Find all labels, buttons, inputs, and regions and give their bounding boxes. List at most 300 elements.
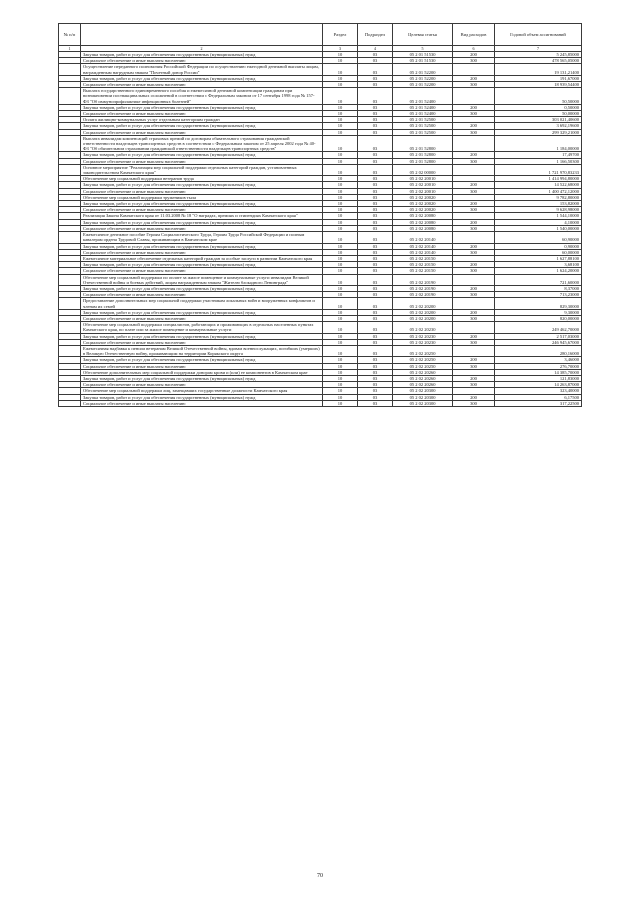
row-amount-cell: 299 329,21000 [495,129,582,135]
row-podrazdel-cell: 03 [358,268,393,274]
row-target-cell: 05 2 02 20080 [393,225,453,231]
row-podrazdel-cell: 03 [358,339,393,345]
row-podrazdel-cell: 03 [358,82,393,88]
row-amount-cell: 276,70000 [495,363,582,369]
row-amount-cell: 1 166,50300 [495,158,582,164]
row-podrazdel-cell: 03 [358,225,393,231]
row-target-cell: 05 2 02 20200 [393,298,453,309]
row-amount-cell: 323,40000 [495,388,582,394]
header-razdel: Раздел [323,24,358,46]
row-target-cell: 05 2 02 20080 [393,219,453,225]
header-name [81,24,323,46]
row-podrazdel-cell: 03 [358,176,393,182]
row-razdel-cell: 10 [323,182,358,188]
row-vid-cell: 300 [453,207,495,213]
row-target-cell: 05 2 02 20140 [393,232,453,243]
row-razdel-cell: 10 [323,333,358,339]
row-razdel-cell: 10 [323,213,358,219]
row-vid-cell: 300 [453,268,495,274]
row-vid-cell: 300 [453,382,495,388]
header-vid: Вид расходов [453,24,495,46]
row-vid-cell: 200 [453,182,495,188]
row-num-cell [59,322,81,333]
row-razdel-cell: 10 [323,339,358,345]
row-podrazdel-cell: 03 [358,52,393,58]
row-vid-cell: 300 [453,400,495,406]
row-amount-cell: 1 184,00000 [495,135,582,152]
row-vid-cell: 200 [453,152,495,158]
row-podrazdel-cell: 03 [358,207,393,213]
row-podrazdel-cell: 03 [358,104,393,110]
column-number: 6 [453,46,495,52]
row-amount-cell: 1 414 994,80000 [495,176,582,182]
header-target: Целевая статья [393,24,453,46]
row-name-cell: Закупка товаров, работ и услуг для обеспечения государственных (муниципальных) нужд [81,182,323,188]
row-podrazdel-cell: 03 [358,274,393,285]
column-number: 4 [358,46,393,52]
row-amount-cell: 1 624,20000 [495,268,582,274]
row-vid-cell [453,322,495,333]
row-num-cell [59,345,81,356]
row-name-cell: Обеспечение дополнительных мер социальной поддержки донорам крови и (или) ее компонентов в Камчатском крае [81,369,323,375]
row-target-cell: 05 2 02 20010 [393,182,453,188]
row-target-cell: 05 2 01 52400 [393,111,453,117]
row-vid-cell: 200 [453,201,495,207]
row-amount-cell: 121,83000 [495,375,582,381]
row-amount-cell: 9 782,80000 [495,194,582,200]
row-name-cell: Ежемесячная надбавка к пенсии ветеранам Великой Отечественной войны, вдовам военнослужащих, погибших (умерших) в Великую Отечественную войну, проживающим на территории Корякского округа [81,345,323,356]
row-target-cell: 05 2 01 52400 [393,88,453,105]
row-podrazdel-cell: 03 [358,400,393,406]
row-target-cell: 05 2 02 20150 [393,262,453,268]
row-target-cell: 05 2 02 20080 [393,213,453,219]
row-name-cell: Закупка товаров, работ и услуг для обеспечения государственных (муниципальных) нужд [81,152,323,158]
row-name-cell: Социальное обеспечение и иные выплаты населению [81,225,323,231]
row-name-cell: Закупка товаров, работ и услуг для обеспечения государственных (муниципальных) нужд [81,285,323,291]
budget-table [58,23,582,407]
column-number: 2 [81,46,323,52]
row-podrazdel-cell: 03 [358,201,393,207]
row-name-cell: Обеспечение мер социальной поддержки лиц, замещавших государственные должности Камчатского края [81,388,323,394]
row-podrazdel-cell: 03 [358,75,393,81]
row-razdel-cell: 10 [323,135,358,152]
header-podrazdel: Подраздел [358,24,393,46]
row-name-cell: Социальное обеспечение и иные выплаты населению [81,82,323,88]
row-vid-cell [453,345,495,356]
row-amount-cell: 721,60000 [495,274,582,285]
row-num-cell [59,164,81,175]
row-amount-cell: 1 544,10000 [495,213,582,219]
row-amount-cell: 19 131,21400 [495,64,582,75]
row-name-cell: Социальное обеспечение и иные выплаты населению [81,158,323,164]
column-number: 3 [323,46,358,52]
row-num-cell [59,298,81,309]
table-body [59,52,582,407]
row-podrazdel-cell: 03 [358,64,393,75]
row-vid-cell: 200 [453,262,495,268]
row-name-cell: Закупка товаров, работ и услуг для обеспечения государственных (муниципальных) нужд [81,219,323,225]
row-target-cell: 05 2 02 20250 [393,345,453,356]
row-name-cell: Закупка товаров, работ и услуг для обеспечения государственных (муниципальных) нужд [81,333,323,339]
header-num: № п/п [59,24,81,46]
row-target-cell: 05 2 01 52400 [393,104,453,110]
row-amount-cell: 17,49700 [495,152,582,158]
row-podrazdel-cell: 03 [358,249,393,255]
row-amount-cell: 0,50000 [495,104,582,110]
row-razdel-cell: 10 [323,176,358,182]
row-razdel-cell: 10 [323,255,358,261]
row-vid-cell: 200 [453,394,495,400]
column-number: 7 [495,46,582,52]
row-amount-cell: 6,17500 [495,394,582,400]
row-podrazdel-cell: 03 [358,111,393,117]
row-razdel-cell: 10 [323,52,358,58]
row-target-cell: 05 2 02 20150 [393,255,453,261]
row-target-cell: 05 2 01 52800 [393,152,453,158]
row-amount-cell: 18 939,54400 [495,82,582,88]
row-name-cell: Обеспечение мер социальной поддержки по оплате за жилое помещение и коммунальные услуги инвалидам Великой Отечественной войны и боевых действий, лицам награжденным знаком "Жителю блокадного Ленинграда" [81,274,323,285]
row-podrazdel-cell: 03 [358,194,393,200]
row-target-cell: 05 2 02 20230 [393,333,453,339]
row-razdel-cell: 10 [323,117,358,123]
row-vid-cell [453,135,495,152]
row-target-cell: 05 2 02 20010 [393,188,453,194]
row-amount-cell: 1 627,88100 [495,255,582,261]
row-razdel-cell: 10 [323,268,358,274]
budget-table-sheet [58,23,581,407]
row-vid-cell: 300 [453,225,495,231]
row-podrazdel-cell: 03 [358,58,393,64]
row-target-cell: 05 2 02 20200 [393,315,453,321]
row-num-cell [59,232,81,243]
row-podrazdel-cell: 03 [358,213,393,219]
row-amount-cell: 3,46000 [495,357,582,363]
row-name-cell: Оплата жилищно-коммунальных услуг отдельным категориям граждан [81,117,323,123]
row-podrazdel-cell: 03 [358,88,393,105]
row-amount-cell: 820,00000 [495,315,582,321]
row-target-cell: 05 2 02 20140 [393,243,453,249]
row-razdel-cell: 10 [323,262,358,268]
row-target-cell: 05 2 02 20010 [393,176,453,182]
row-razdel-cell: 10 [323,219,358,225]
row-name-cell: Закупка товаров, работ и услуг для обеспечения государственных (муниципальных) нужд [81,309,323,315]
row-razdel-cell: 10 [323,249,358,255]
table-row [59,298,582,309]
row-vid-cell [453,298,495,309]
row-vid-cell: 200 [453,219,495,225]
row-razdel-cell: 10 [323,75,358,81]
row-podrazdel-cell: 03 [358,382,393,388]
row-vid-cell: 300 [453,82,495,88]
page-number: 70 [317,873,323,879]
row-vid-cell [453,164,495,175]
row-podrazdel-cell: 03 [358,232,393,243]
row-razdel-cell: 10 [323,201,358,207]
row-razdel-cell: 10 [323,322,358,333]
row-razdel-cell: 10 [323,111,358,117]
row-target-cell: 05 2 02 20190 [393,285,453,291]
table-row [59,88,582,105]
row-amount-cell: 153,82000 [495,201,582,207]
table-row [59,232,582,243]
row-name-cell: Основное мероприятие "Реализация мер социальной поддержки отдельных категорий граждан, установленных законодательством Камчатского края" [81,164,323,175]
row-podrazdel-cell: 03 [358,262,393,268]
table-row [59,400,582,406]
row-name-cell: Социальное обеспечение и иные выплаты населению [81,268,323,274]
row-razdel-cell: 10 [323,164,358,175]
row-amount-cell: 317,22500 [495,400,582,406]
row-num-cell [59,88,81,105]
row-name-cell: Закупка товаров, работ и услуг для обеспечения государственных (муниципальных) нужд [81,201,323,207]
row-target-cell: 05 2 02 20020 [393,207,453,213]
row-podrazdel-cell: 03 [358,243,393,249]
row-vid-cell [453,64,495,75]
row-podrazdel-cell: 03 [358,164,393,175]
row-name-cell: Закупка товаров, работ и услуг для обеспечения государственных (муниципальных) нужд [81,357,323,363]
row-target-cell: 05 2 02 20300 [393,400,453,406]
row-target-cell: 05 2 01 52200 [393,64,453,75]
row-vid-cell: 200 [453,357,495,363]
row-amount-cell: 191,67000 [495,75,582,81]
row-name-cell: Закупка товаров, работ и услуг для обеспечения государственных (муниципальных) нужд [81,375,323,381]
row-name-cell: Социальное обеспечение и иные выплаты населению [81,58,323,64]
row-podrazdel-cell: 03 [358,309,393,315]
row-name-cell: Закупка товаров, работ и услуг для обеспечения государственных (муниципальных) нужд [81,123,323,129]
row-podrazdel-cell: 03 [358,315,393,321]
row-podrazdel-cell: 03 [358,219,393,225]
row-vid-cell: 200 [453,285,495,291]
row-amount-cell: 2 517,03000 [495,333,582,339]
row-podrazdel-cell: 03 [358,333,393,339]
row-target-cell: 05 2 01 52200 [393,75,453,81]
row-podrazdel-cell: 03 [358,357,393,363]
row-name-cell: Социальное обеспечение и иные выплаты населению [81,363,323,369]
row-podrazdel-cell: 03 [358,129,393,135]
row-num-cell [59,400,81,406]
row-amount-cell: 249 462,70000 [495,322,582,333]
row-target-cell: 05 2 02 20190 [393,292,453,298]
row-vid-cell [453,88,495,105]
row-amount-cell: 5 245,85000 [495,52,582,58]
row-razdel-cell: 10 [323,129,358,135]
row-razdel-cell: 10 [323,58,358,64]
row-vid-cell: 300 [453,188,495,194]
column-number: 5 [393,46,453,52]
row-amount-cell: 1 540,00000 [495,225,582,231]
row-razdel-cell: 10 [323,394,358,400]
row-amount-cell: 246 945,67000 [495,339,582,345]
row-name-cell: Обеспечение мер социальной поддержки тружеников тыла [81,194,323,200]
row-amount-cell: 3,68100 [495,262,582,268]
row-amount-cell: 4,10000 [495,219,582,225]
row-name-cell: Социальное обеспечение и иные выплаты населению [81,339,323,345]
row-num-cell [59,274,81,285]
row-podrazdel-cell: 03 [358,152,393,158]
table-header-row [59,24,582,46]
row-name-cell: Социальное обеспечение и иные выплаты населению [81,382,323,388]
row-target-cell: 05 2 02 20250 [393,357,453,363]
row-name-cell: Социальное обеспечение и иные выплаты населению [81,207,323,213]
row-amount-cell: 14 522,68000 [495,182,582,188]
row-vid-cell: 300 [453,363,495,369]
row-razdel-cell: 10 [323,207,358,213]
row-razdel-cell: 10 [323,285,358,291]
row-amount-cell: 14 263,87000 [495,382,582,388]
row-name-cell: Социальное обеспечение и иные выплаты населению [81,249,323,255]
row-amount-cell: 60,00000 [495,249,582,255]
row-vid-cell: 200 [453,123,495,129]
row-target-cell: 05 2 01 51530 [393,58,453,64]
row-amount-cell: 478 565,05000 [495,58,582,64]
row-podrazdel-cell: 03 [358,188,393,194]
row-target-cell: 05 2 02 20260 [393,369,453,375]
row-num-cell [59,64,81,75]
row-vid-cell: 200 [453,375,495,381]
row-vid-cell: 200 [453,333,495,339]
row-name-cell: Социальное обеспечение и иные выплаты населению [81,315,323,321]
row-podrazdel-cell: 03 [358,394,393,400]
row-amount-cell: 303 021,40600 [495,117,582,123]
row-podrazdel-cell: 03 [358,117,393,123]
row-podrazdel-cell: 03 [358,158,393,164]
row-razdel-cell: 10 [323,152,358,158]
row-amount-cell: 3 692,19600 [495,123,582,129]
row-razdel-cell: 10 [323,369,358,375]
row-name-cell: Социальное обеспечение и иные выплаты населению [81,129,323,135]
row-name-cell: Закупка товаров, работ и услуг для обеспечения государственных (муниципальных) нужд [81,104,323,110]
row-target-cell: 05 2 01 52800 [393,158,453,164]
row-vid-cell: 200 [453,52,495,58]
row-vid-cell [453,232,495,243]
row-amount-cell: 829,30000 [495,298,582,309]
row-razdel-cell: 10 [323,232,358,243]
table-row [59,322,582,333]
row-name-cell: Социальное обеспечение и иные выплаты населению [81,111,323,117]
row-name-cell: Ежемесячное материальное обеспечение отдельных категорий граждан за особые заслуги в развитии Камчатского края [81,255,323,261]
row-vid-cell: 200 [453,309,495,315]
row-name-cell: Ежемесячное денежное пособие Героям Социалистического Труда, Героям Труда Российской Федерации и полным кавалерам ордена Трудовой Славы, проживающим в Камчатском крае [81,232,323,243]
row-razdel-cell: 10 [323,375,358,381]
row-target-cell: 05 2 02 20260 [393,375,453,381]
row-name-cell: Обеспечение мер социальной поддержки специалистов, работающих и проживающих в отдельных населенных пунктах Камчатского края, по плате или за жилое помещение и коммунальные услуги [81,322,323,333]
row-target-cell: 05 2 01 51530 [393,52,453,58]
row-target-cell: 05 2 02 20200 [393,309,453,315]
row-vid-cell: 200 [453,243,495,249]
row-podrazdel-cell: 03 [358,292,393,298]
row-target-cell: 05 2 02 20250 [393,363,453,369]
row-razdel-cell: 10 [323,243,358,249]
row-podrazdel-cell: 03 [358,345,393,356]
table-row [59,135,582,152]
row-target-cell: 05 2 02 20150 [393,268,453,274]
row-podrazdel-cell: 03 [358,135,393,152]
row-razdel-cell: 10 [323,382,358,388]
row-num-cell [59,135,81,152]
row-name-cell: Закупка товаров, работ и услуг для обеспечения государственных (муниципальных) нужд [81,394,323,400]
row-razdel-cell: 10 [323,123,358,129]
row-razdel-cell: 10 [323,388,358,394]
table-row [59,274,582,285]
row-amount-cell: 713,23000 [495,292,582,298]
row-name-cell: Выплата государственного единовременного пособия и ежемесячной денежной компенсации гражданам при возникновении поствакцинальных осложнений в соответствии с Федеральным законом от 17 сентября 1998 года № 157-ФЗ "Об иммунопрофилактике инфекционных болезней" [81,88,323,105]
row-amount-cell: 60,90000 [495,232,582,243]
row-amount-cell: 0,90000 [495,243,582,249]
table-row [59,345,582,356]
row-vid-cell: 300 [453,249,495,255]
row-amount-cell: 280,16000 [495,345,582,356]
row-podrazdel-cell: 03 [358,255,393,261]
row-razdel-cell: 10 [323,400,358,406]
row-amount-cell: 9 628,98000 [495,207,582,213]
row-target-cell: 05 2 01 52500 [393,123,453,129]
row-name-cell: Выплата инвалидам компенсаций страховых премий по договорам обязательного страхования гражданской ответственности владельцев транспортных средств в соответствии с Федеральным законом от 25 апреля 2002 года № 40-ФЗ "Об обязательном страховании гражданской ответственности владельцев транспортных средств" [81,135,323,152]
row-amount-cell: 8,37000 [495,285,582,291]
row-podrazdel-cell: 03 [358,285,393,291]
row-razdel-cell: 10 [323,309,358,315]
row-razdel-cell: 10 [323,292,358,298]
row-vid-cell: 300 [453,58,495,64]
row-razdel-cell: 10 [323,345,358,356]
row-vid-cell: 300 [453,129,495,135]
row-razdel-cell: 10 [323,225,358,231]
column-number: 1 [59,46,81,52]
row-name-cell: Обеспечение мер социальной поддержки ветеранов труда [81,176,323,182]
row-razdel-cell: 10 [323,274,358,285]
row-name-cell: Закупка товаров, работ и услуг для обеспечения государственных (муниципальных) нужд [81,243,323,249]
row-razdel-cell: 10 [323,64,358,75]
row-podrazdel-cell: 03 [358,375,393,381]
row-target-cell: 05 2 01 52500 [393,117,453,123]
row-podrazdel-cell: 03 [358,123,393,129]
row-name-cell: Социальное обеспечение и иные выплаты населению [81,188,323,194]
row-podrazdel-cell: 03 [358,182,393,188]
table-row [59,164,582,175]
row-amount-cell: 14 385,70000 [495,369,582,375]
table-row [59,64,582,75]
row-name-cell: Предоставление дополнительных мер социальной поддержки участникам локальных войн и вооруженных конфликтов и членам их семей [81,298,323,309]
row-razdel-cell: 10 [323,188,358,194]
row-razdel-cell: 10 [323,104,358,110]
row-target-cell: 05 2 02 00000 [393,164,453,175]
row-amount-cell: 50,50000 [495,88,582,105]
row-vid-cell: 300 [453,339,495,345]
row-target-cell: 05 2 02 20140 [393,249,453,255]
row-razdel-cell: 10 [323,158,358,164]
row-target-cell: 05 2 02 20300 [393,394,453,400]
row-vid-cell: 300 [453,315,495,321]
row-target-cell: 05 2 02 20300 [393,388,453,394]
header-amount: Годовой объем ассигнований [495,24,582,46]
row-razdel-cell: 10 [323,298,358,309]
row-amount-cell: 9,30000 [495,309,582,315]
row-amount-cell: 1 721 970,83233 [495,164,582,175]
row-target-cell: 05 2 02 20020 [393,201,453,207]
row-target-cell: 05 2 01 52800 [393,135,453,152]
row-vid-cell: 200 [453,75,495,81]
row-name-cell: Реализация Закона Камчатского края от 11.03.2008 № 18 "О наградах, премиях и стипендиях Камчатского края" [81,213,323,219]
row-vid-cell [453,274,495,285]
row-name-cell: Закупка товаров, работ и услуг для обеспечения государственных (муниципальных) нужд [81,75,323,81]
row-amount-cell: 1 400 472,12000 [495,188,582,194]
row-vid-cell: 300 [453,292,495,298]
row-name-cell: Социальное обеспечение и иные выплаты населению [81,400,323,406]
row-name-cell: Закупка товаров, работ и услуг для обеспечения государственных (муниципальных) нужд [81,52,323,58]
row-vid-cell: 300 [453,111,495,117]
row-razdel-cell: 10 [323,357,358,363]
row-vid-cell: 300 [453,158,495,164]
row-podrazdel-cell: 03 [358,369,393,375]
row-razdel-cell: 10 [323,315,358,321]
